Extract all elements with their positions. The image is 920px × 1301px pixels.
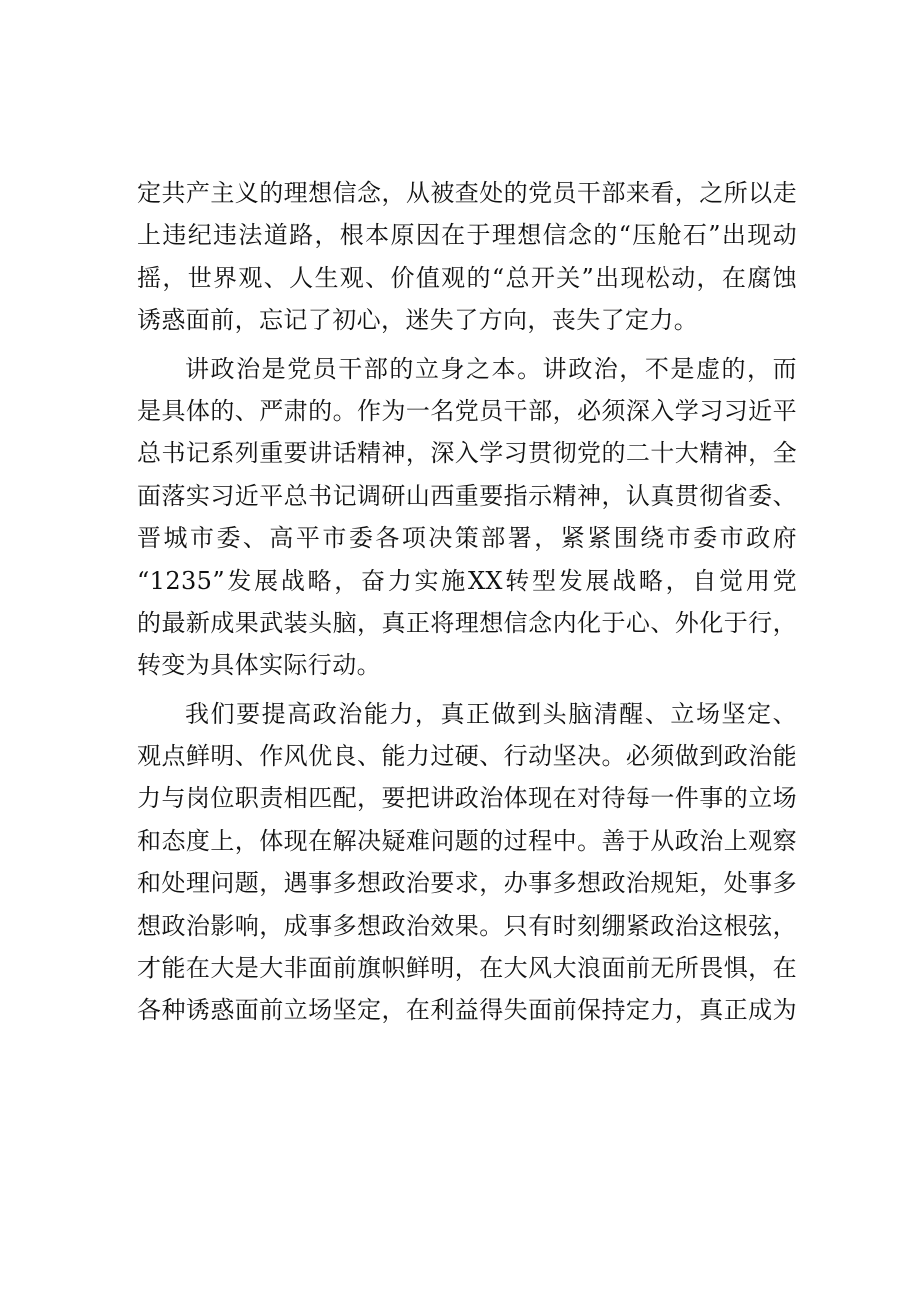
text-line: 讲政治是党员干部的立身之本。讲政治，不是虚的，而 — [185, 354, 797, 383]
text-line: 诱惑面前，忘记了初心，迷失了方向，丧失了定力。 — [137, 306, 699, 335]
document-body — [137, 172, 797, 1032]
text-line: 各种诱惑面前立场坚定，在利益得失面前保持定力，真正成为 — [137, 996, 797, 1025]
text-line: 是具体的、严肃的。作为一名党员干部，必须深入学习习近平 — [137, 396, 797, 425]
text-line: 观点鲜明、作风优良、能力过硬、行动坚决。必须做到政治能 — [137, 742, 797, 771]
text-line: 想政治影响，成事多想政治效果。只有时刻绷紧政治这根弦， — [137, 911, 797, 940]
text-line: 晋城市委、高平市委各项决策部署，紧紧围绕市委市政府 — [137, 524, 797, 553]
text-line: 和处理问题，遇事多想政治要求，办事多想政治规矩，处事多 — [137, 869, 797, 898]
text-line: 我们要提高政治能力，真正做到头脑清醒、立场坚定、 — [185, 699, 797, 728]
paragraph-3 — [137, 693, 797, 1032]
text-line: 上违纪违法道路，根本原因在于理想信念的“压舱石”出现动 — [137, 221, 797, 250]
text-line: 力与岗位职责相匹配，要把讲政治体现在对待每一件事的立场 — [137, 784, 797, 813]
text-line: 转变为具体实际行动。 — [137, 651, 381, 680]
paragraph-2 — [137, 348, 797, 687]
text-line: “1235”发展战略，奋力实施XX转型发展战略，自觉用党 — [137, 566, 797, 595]
text-line: 摇，世界观、人生观、价值观的“总开关”出现松动，在腐蚀 — [137, 263, 797, 292]
text-line: 总书记系列重要讲话精神，深入学习贯彻党的二十大精神，全 — [137, 439, 797, 468]
text-line: 定共产主义的理想信念，从被查处的党员干部来看，之所以走 — [137, 179, 797, 207]
paragraph-1 — [137, 172, 797, 342]
text-line: 的最新成果武装头脑，真正将理想信念内化于心、外化于行， — [137, 608, 797, 637]
text-line: 和态度上，体现在解决疑难问题的过程中。善于从政治上观察 — [137, 826, 797, 855]
text-line: 才能在大是大非面前旗帜鲜明，在大风大浪面前无所畏惧，在 — [137, 954, 797, 983]
text-line: 面落实习近平总书记调研山西重要指示精神，认真贯彻省委、 — [137, 481, 797, 510]
